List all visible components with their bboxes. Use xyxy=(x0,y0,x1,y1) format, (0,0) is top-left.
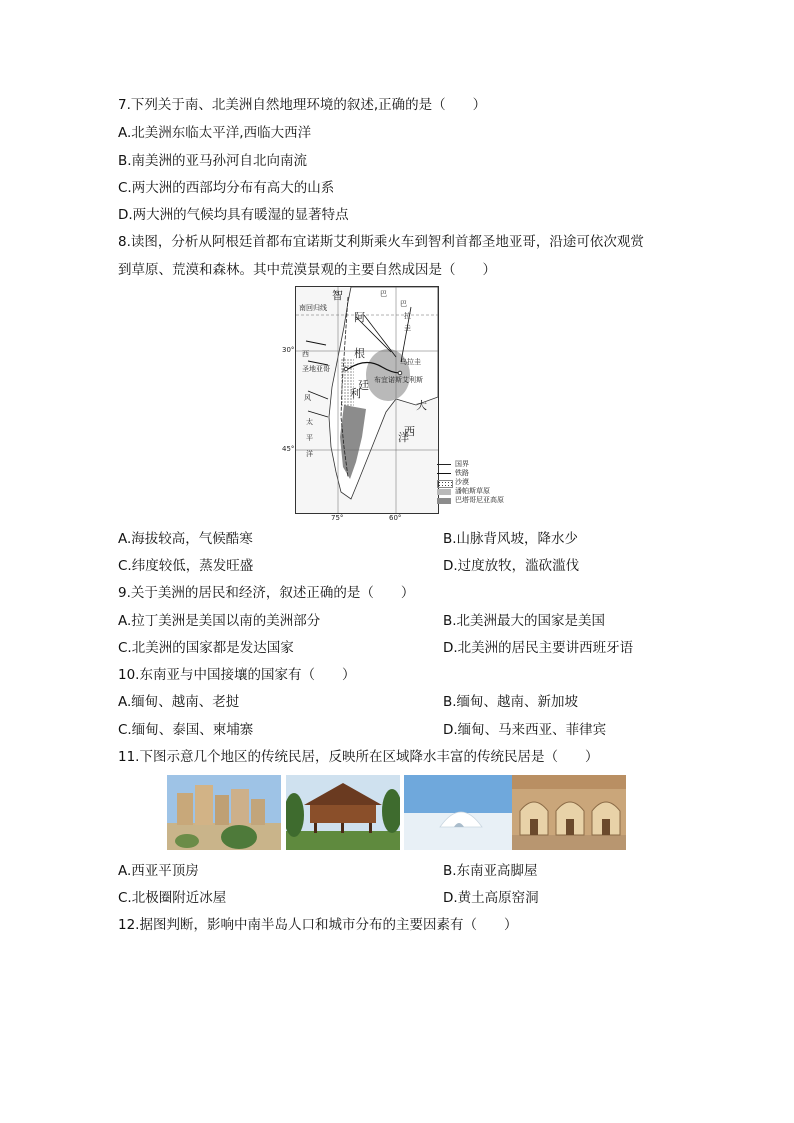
map-label-pac1: 太 xyxy=(306,418,313,426)
map-label-westwind1: 西 xyxy=(302,350,309,358)
map-label-chile2: 利 xyxy=(350,387,361,400)
q11-stem: 11.下图示意几个地区的传统民居，反映所在区域降水丰富的传统民居是（ ） xyxy=(118,749,599,765)
map-label-chile1: 智 xyxy=(332,289,343,302)
q7-option-c: C.两大洲的西部均分布有高大的山系 xyxy=(118,180,335,196)
map-label-westwind2: 风 xyxy=(304,394,311,402)
q10-option-a: A.缅甸、越南、老挝 xyxy=(118,694,240,710)
legend-border: 国界 xyxy=(437,460,527,469)
q9-option-d: D.北美洲的居民主要讲西班牙语 xyxy=(443,640,634,656)
photo-arctic-igloo xyxy=(404,775,518,850)
q11-option-b: B.东南亚高脚屋 xyxy=(443,863,538,879)
map-label-lon75: 75° xyxy=(331,514,344,522)
q11-option-a: A.西亚平顶房 xyxy=(118,863,199,879)
south-america-map xyxy=(295,286,439,514)
q9-option-b: B.北美洲最大的国家是美国 xyxy=(443,613,606,629)
q10-stem: 10.东南亚与中国接壤的国家有（ ） xyxy=(118,667,356,683)
legend-pampas: 潘帕斯草原 xyxy=(437,487,527,496)
map-label-uruguay: 乌拉圭 xyxy=(400,358,421,366)
q7-option-a: A.北美洲东临太平洋,西临大西洋 xyxy=(118,125,312,141)
q8-option-d: D.过度放牧，滥砍滥伐 xyxy=(443,558,580,574)
map-label-atl2: 西 xyxy=(404,425,415,438)
map-label-atl3: 洋 xyxy=(398,431,409,444)
photo-southeast-asia-stilt-house xyxy=(286,775,400,850)
q10-option-b: B.缅甸、越南、新加坡 xyxy=(443,694,579,710)
q7-stem: 7.下列关于南、北美洲自然地理环境的叙述,正确的是（ ） xyxy=(118,97,487,113)
map-label-arg3: 廷 xyxy=(358,379,369,392)
map-label-paraguay: 巴 xyxy=(400,300,407,308)
map-label-atl1: 大 xyxy=(416,399,427,412)
q10-option-c: C.缅甸、泰国、柬埔寨 xyxy=(118,722,254,738)
map-label-buenos-aires: 布宜诺斯艾利斯 xyxy=(374,376,423,384)
map-label-tropic: 南回归线 xyxy=(299,304,327,312)
map-label-arg2: 根 xyxy=(354,347,365,360)
map-label-pac2: 平 xyxy=(306,434,313,442)
q8-option-a: A.海拔较高，气候酷寒 xyxy=(118,531,253,547)
q12-stem: 12.据图判断，影响中南半岛人口和城市分布的主要因素有（ ） xyxy=(118,917,518,933)
q9-option-a: A.拉丁美洲是美国以南的美洲部分 xyxy=(118,613,321,629)
q8-stem-line1: 8.读图，分析从阿根廷首都布宜诺斯艾利斯乘火车到智利首都圣地亚哥，沿途可依次观赏 xyxy=(118,234,644,250)
q8-stem-line2: 到草原、荒漠和森林。其中荒漠景观的主要自然成因是（ ） xyxy=(118,262,496,278)
q9-option-c: C.北美洲的国家都是发达国家 xyxy=(118,640,294,656)
map-label-lat45: 45° xyxy=(282,445,295,453)
q7-option-d: D.两大洲的气候均具有暖湿的显著特点 xyxy=(118,207,349,223)
q8-option-c: C.纬度较低，蒸发旺盛 xyxy=(118,558,254,574)
map-label-para2: 拉 xyxy=(404,312,411,320)
q8-option-b: B.山脉背风坡，降水少 xyxy=(443,531,579,547)
map-label-para3: 圭 xyxy=(404,324,411,332)
legend-railway: 铁路 xyxy=(437,469,527,478)
map-label-bolivia: 巴 xyxy=(380,290,387,298)
photo-loess-plateau-cave-dwelling xyxy=(512,775,626,850)
map-label-lat30: 30° xyxy=(282,346,295,354)
q10-option-d: D.缅甸、马来西亚、菲律宾 xyxy=(443,722,607,738)
photo-west-asia-flat-roof-house xyxy=(167,775,281,850)
map-label-santiago: 圣地亚哥 xyxy=(302,365,330,373)
q11-option-d: D.黄土高原窑洞 xyxy=(443,890,539,906)
legend-desert: 沙漠 xyxy=(437,478,527,487)
map-label-arg1: 阿 xyxy=(354,311,365,324)
map-label-pac3: 洋 xyxy=(306,450,313,458)
legend-patagonia: 巴塔哥尼亚高原 xyxy=(437,496,527,505)
map-label-lon60: 60° xyxy=(389,514,402,522)
q11-option-c: C.北极圈附近冰屋 xyxy=(118,890,227,906)
q9-stem: 9.关于美洲的居民和经济，叙述正确的是（ ） xyxy=(118,585,415,601)
map-legend xyxy=(437,460,527,512)
q7-option-b: B.南美洲的亚马孙河自北向南流 xyxy=(118,153,308,169)
